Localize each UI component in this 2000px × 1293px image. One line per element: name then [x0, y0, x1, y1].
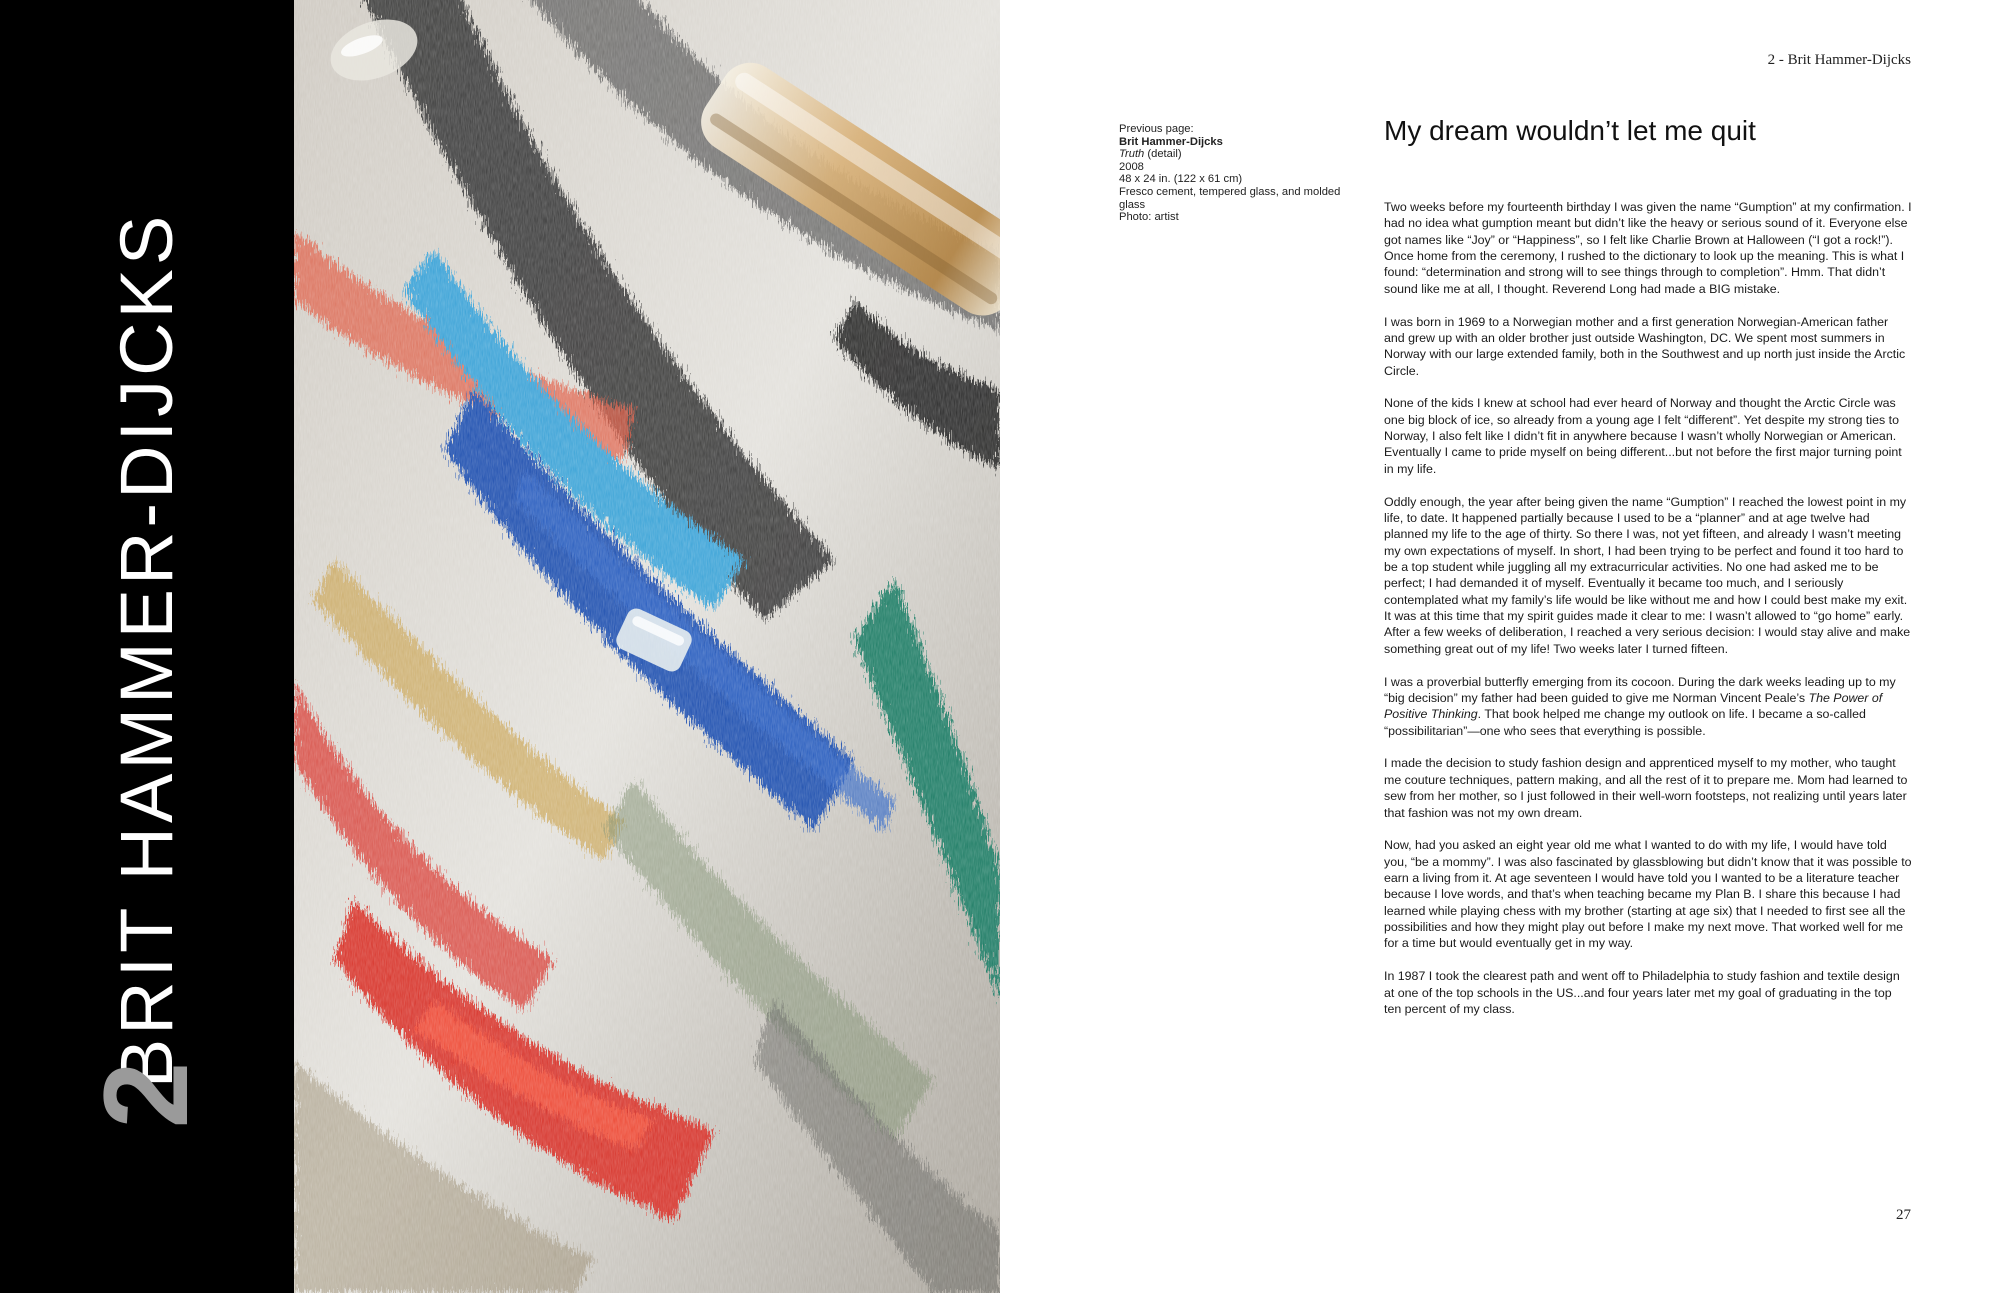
paragraph-1: Two weeks before my fourteenth birthday I was given the name “Gumption” at my confirmation. I had no idea what gumption meant but didn’t like the heavy or serious sound of it. Everyone else got names like “Joy” or “Happiness”, so I felt like Charlie Brown at Halloween (“I got a rock!”). Once home from the ceremony, I rushed to the dictionary to look up the meaning. This is what I found: “determination and strong will to see things through to completion”. Hmm. That didn’t sound like me at all, I thought. Reverend Long had made a BIG mistake. [1384, 200, 1912, 296]
paragraph-8: In 1987 I took the clearest path and went off to Philadelphia to study fashion and textile design at one of the top schools in the US...and four years later met my goal of graduating in the top ten percent of my class. [1384, 969, 1900, 1016]
caption-dimensions: 48 x 24 in. (122 x 61 cm) [1119, 173, 1243, 186]
chapter-title: BRIT HAMMER-DIJCKS [105, 211, 188, 1089]
paragraph-7: Now, had you asked an eight year old me what I wanted to do with my life, I would have told you, “be a mommy”. I was also fascinated by glassblowing but didn’t know that it was possible to earn a living from it. At age seventeen I would have told you I wanted to be a literature teacher because I love words, and that’s when teaching became my Plan B. I share this because I had learned while playing chess with my brother (starting at age six) that I needed to first see all the possibilities and how they might play out before I make my next move. That worked well for me for a time but would eventually get in my way. [1384, 838, 1912, 951]
right-page [1000, 0, 2000, 1293]
caption-photo: Photo: artist [1119, 211, 1179, 224]
caption-work-title: Truth [1119, 148, 1145, 161]
page-number: 27 [1896, 1207, 1911, 1223]
caption-materials: Fresco cement, tempered glass, and molded glass [1119, 185, 1341, 211]
book-title: The Power of Positive Thinking [1384, 690, 1883, 722]
chapter-sidebar [0, 0, 294, 1293]
image-caption [1119, 123, 1344, 224]
article-body [1384, 199, 1912, 1034]
running-head: 2 - Brit Hammer-Dijcks [1767, 52, 1911, 68]
caption-year: 2008 [1119, 160, 1144, 173]
paragraph-5 [1384, 674, 1912, 739]
painting-detail-image [294, 0, 1000, 1293]
chapter-number: 2 [79, 1061, 213, 1129]
paragraph-5-after: . That book helped me change my outlook on life. I became a so-called “possibilitarian”—one who sees that everything is possible. [1384, 707, 1866, 738]
paragraph-3: None of the kids I knew at school had ever heard of Norway and thought the Arctic Circle was one big block of ice, so already from a young age I felt “different”. Yet despite my strong ties to Norway, I also felt like I didn’t fit in anywhere because I wasn’t wholly Norwegian or American. Eventually I came to pride myself on being different...but not before the first major turning point in my life. [1384, 396, 1902, 476]
caption-intro: Previous page: [1119, 123, 1194, 135]
paragraph-4: Oddly enough, the year after being given the name “Gumption” I reached the lowest point in my life, to date. It happened partially because I used to be a “planner” and at age twelve had planned my life to the age of thirty. So there I was, not yet fifteen, and already I wasn’t meeting my own expectations of myself. In short, I had been trying to be perfect and found it too hard to be a top student while juggling all my extracurricular activities. No one had asked me to be perfect; I had demanded it of myself. Eventually it became too much, and I seriously contemplated what my family’s life would be like without me and how I could best make my exit. It was at this time that my spirit guides made it clear to me: I wasn’t allowed to “go home” early. After a few weeks of deliberation, I reached a very serious decision: I would stay alive and make something great out of my life! Two weeks later I turned fifteen. [1384, 494, 1911, 656]
paragraph-5-before: I was a proverbial butterfly emerging from its cocoon. During the dark weeks leading up to my “big decision” my father had been guided to give me Norman Vincent Peale’s [1384, 674, 1896, 705]
article-title: My dream wouldn’t let me quit [1384, 115, 1756, 146]
caption-work [1119, 148, 1344, 161]
caption-work-note: (detail) [1144, 148, 1182, 161]
paragraph-2: I was born in 1969 to a Norwegian mother and a first generation Norwegian-American father and grew up with an older brother just outside Washington, DC. We spent most summers in Norway with our large extended family, both in the Southwest and up north just inside the Arctic Circle. [1384, 314, 1906, 378]
painting-detail-artwork [294, 0, 1000, 1293]
caption-artist: Brit Hammer-Dijcks [1119, 135, 1223, 148]
paragraph-6: I made the decision to study fashion design and apprenticed myself to my mother, who taught me couture techniques, pattern making, and all the rest of it to prepare me. Mom had learned to sew from her mother, so I just followed in their well-worn footsteps, not realizing until years later that fashion was not my own dream. [1384, 756, 1908, 820]
